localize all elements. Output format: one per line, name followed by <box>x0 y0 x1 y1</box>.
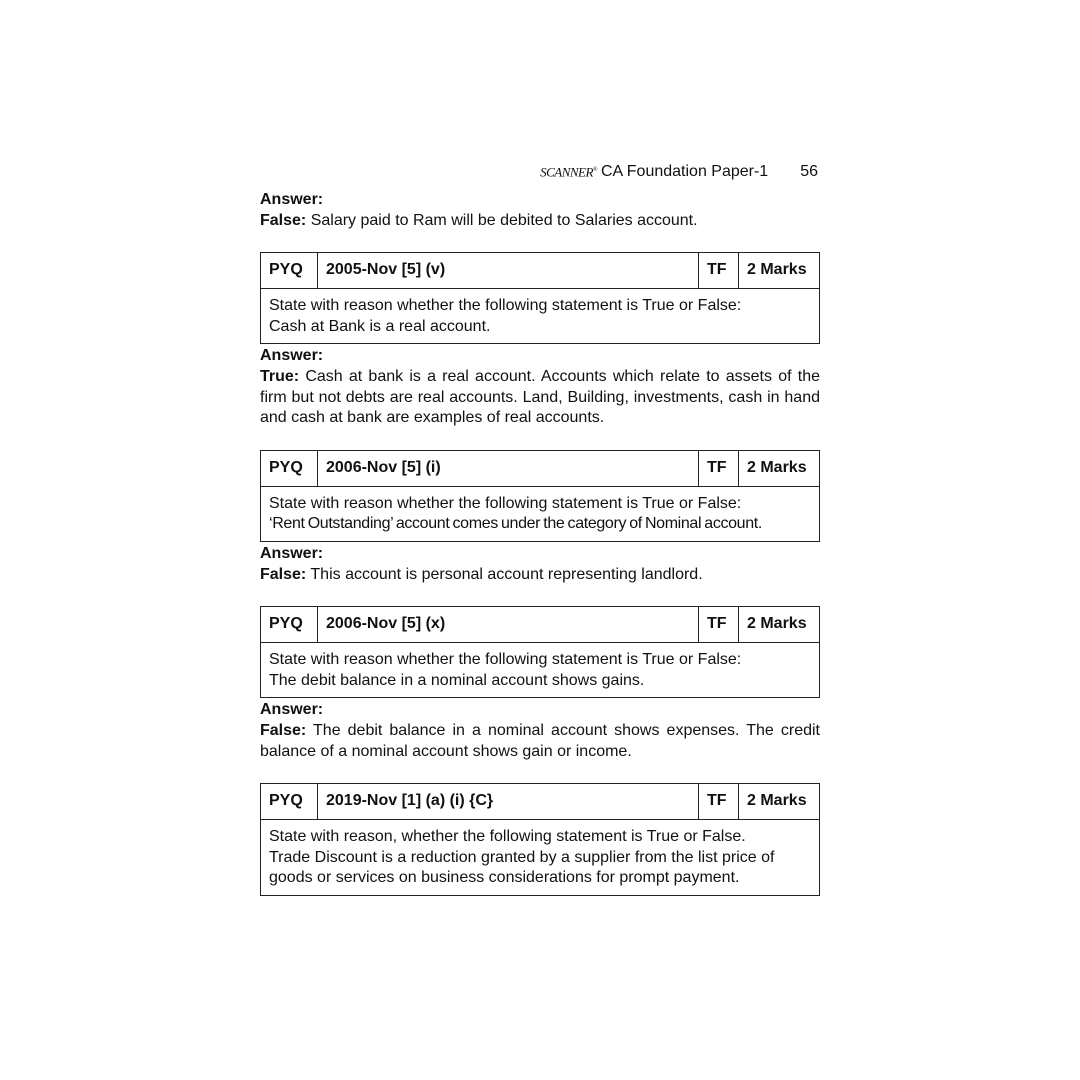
question-reference: 2006-Nov [5] (i) <box>318 450 699 486</box>
answer-text: Salary paid to Ram will be debited to Salaries account. <box>306 211 698 229</box>
question-type: TF <box>699 607 739 643</box>
question-marks: 2 Marks <box>739 253 820 289</box>
question-type: TF <box>699 253 739 289</box>
answer-text: The debit balance in a nominal account shows expenses. The credit balance of a nominal account shows gain or income. <box>260 721 820 760</box>
question-marks: 2 Marks <box>739 607 820 643</box>
answer-verdict: False: <box>260 211 307 229</box>
question-marks: 2 Marks <box>739 784 820 820</box>
running-header <box>260 150 820 190</box>
question-marks: 2 Marks <box>739 450 820 486</box>
answer-label: Answer: <box>260 544 324 562</box>
question-type: TF <box>699 450 739 486</box>
answer-label: Answer: <box>260 191 324 208</box>
answer-verdict: False: <box>260 565 307 583</box>
question-text: State with reason whether the following statement is True or False: The debit balance in a nominal account shows gains. <box>261 643 820 698</box>
question-reference: 2005-Nov [5] (v) <box>318 253 699 289</box>
question-reference: 2006-Nov [5] (x) <box>318 607 699 643</box>
question-tag: PYQ <box>261 607 318 643</box>
answer-text: Cash at bank is a real account. Accounts which relate to assets of the firm but not debts are real accounts. Land, Building, investments, cash in hand and cash at bank are examples of real accounts. <box>260 367 820 427</box>
answer-block-intro <box>260 190 820 231</box>
question-table-2 <box>260 450 820 542</box>
answer-label: Answer: <box>260 347 324 365</box>
answer-block-1 <box>260 346 820 428</box>
question-reference: 2019-Nov [1] (a) (i) {C} <box>318 784 699 820</box>
answer-text: This account is personal account representing landlord. <box>306 565 703 583</box>
publisher-logo: SCANNER® <box>540 164 597 180</box>
page-number: 56 <box>800 163 818 181</box>
question-tag: PYQ <box>261 784 318 820</box>
question-tag: PYQ <box>261 253 318 289</box>
question-text: State with reason, whether the following statement is True or False. Trade Discount is a reduction granted by a supplier from the list price of goods or services on business considerations for prompt payment. <box>261 820 820 896</box>
answer-block-2 <box>260 544 820 585</box>
answer-block-3 <box>260 700 820 762</box>
question-text: State with reason whether the following statement is True or False: Cash at Bank is a real account. <box>261 289 820 344</box>
answer-verdict: True: <box>260 367 300 385</box>
question-table-4 <box>260 783 820 896</box>
question-type: TF <box>699 784 739 820</box>
document-page <box>260 150 820 896</box>
answer-verdict: False: <box>260 721 307 739</box>
question-table-1 <box>260 252 820 344</box>
question-table-3 <box>260 606 820 698</box>
book-title: CA Foundation Paper-1 <box>600 163 769 181</box>
question-tag: PYQ <box>261 450 318 486</box>
answer-label: Answer: <box>260 701 324 719</box>
question-text: State with reason whether the following statement is True or False: ‘Rent Outstanding’ account comes under the category of Nominal account. <box>261 486 820 541</box>
